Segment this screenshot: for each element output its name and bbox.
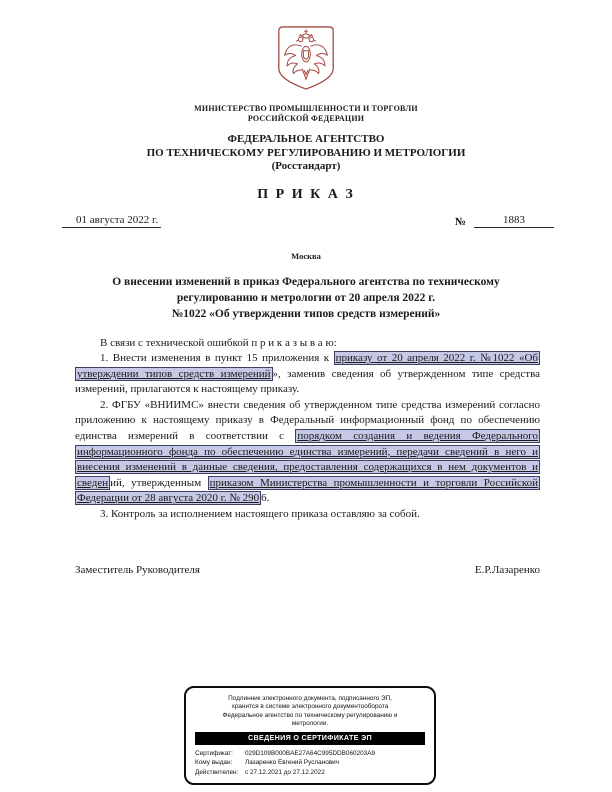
order-date: 01 августа 2022 г. [62,214,161,228]
agency-line-3: (Росстандарт) [271,160,341,172]
ministry-header [0,104,612,124]
paragraph-2-tail: 6. [261,492,270,505]
paragraph-1-tail: », заменив сведения об утвержденном типе средства измерений, прилагаются к настоящему приказу. [75,367,540,396]
issued-to-value: Лазаренко Евгений Русланович [245,759,340,767]
paragraph-2-mid: ий, утвержденным [110,476,208,489]
stamp-header-line-3: Федеральное агентство по техническому регулированию и [222,711,398,719]
paragraph-2 [75,398,540,507]
certificate-label: Сертификат: [195,749,233,757]
stamp-header-line-1: Подлинник электронного документа, подписанного ЭП, [228,695,392,702]
certificate-details [195,750,425,777]
paragraph-2-text: 2. ФГБУ «ВНИИМС» внести сведения об утвержденном типе средства измерений согласно приложению к настоящему приказу в Федеральный информационный фонд по обеспечению единства измерений в соответствии с [75,398,540,443]
number-sign: № [454,215,466,228]
agency-line-2: ПО ТЕХНИЧЕСКОМУ РЕГУЛИРОВАНИЮ И МЕТРОЛОГИИ [146,146,466,159]
order-number-field [455,214,554,228]
date-number-row [62,214,554,228]
signer-name: Е.Р.Лазаренко [474,563,540,576]
signature-row [75,564,540,576]
stamp-header-line-2: хранится в системе электронного документооборота [231,703,389,711]
certificate-info-bar: СВЕДЕНИЯ О СЕРТИФИКАТЕ ЭП [195,732,425,745]
agency-line-1: ФЕДЕРАЛЬНОЕ АГЕНТСТВО [227,133,385,145]
paragraph-3 [75,507,540,523]
issued-to-label: Кому выдан: [195,759,233,767]
link-order-1022[interactable]: приказу от 20 апреля 2022 г. №1022 «Об утверждении типов средств измерений [77,352,538,380]
link-fund-procedure[interactable]: порядком создания и ведения Федерального информационного фонда по обеспечению единства измерений, передачи сведений в него и внесения изменений в данные сведения, предоставления содержащихся в нем документов и сведен [77,430,539,489]
paragraph-3-text: 3. Контроль за исполнением настоящего приказа оставляю за собой. [100,508,420,521]
stamp-header-line-4: метрологии. [291,719,329,727]
paragraph-1 [75,351,540,398]
order-body [75,336,540,523]
order-title-line-2: регулированию и метрологии от 20 апреля 2022 г. [176,291,436,304]
coat-of-arms-icon [275,25,337,91]
agency-header [0,133,612,174]
doc-type-heading: П Р И К А З [257,186,355,202]
paragraph-1-text: 1. Внести изменения в пункт 15 приложения к [100,352,334,365]
certificate-value: 029D109B000BAE27A64C995DDB060203A9 [245,749,376,757]
ministry-line-1: МИНИСТЕРСТВО ПРОМЫШЛЕННОСТИ И ТОРГОВЛИ [194,104,418,113]
intro-text: В связи с технической ошибкой п р и к а з ы в а ю: [100,336,337,349]
stamp-header [195,695,425,728]
order-date-field [62,214,161,228]
intro-paragraph [75,336,540,352]
order-number: 1883 [474,214,554,228]
valid-value: с 27.12.2021 до 27.12.2022 [245,768,325,776]
city-label: Москва [291,250,321,261]
link-minpromtorg-order[interactable]: приказом Министерства промышленности и торговли Российской Федерации от 28 августа 2020 г. № 290 [77,476,539,505]
order-title [0,274,612,322]
order-title-line-1: О внесении изменений в приказ Федерального агентства по техническому [112,275,500,288]
ministry-line-2: РОССИЙСКОЙ ФЕДЕРАЦИИ [247,114,365,123]
valid-label: Действителен: [195,768,239,776]
signer-position: Заместитель Руководителя [75,563,200,576]
e-signature-stamp [184,686,436,785]
order-title-line-3: №1022 «Об утверждении типов средств измерений» [171,307,441,320]
